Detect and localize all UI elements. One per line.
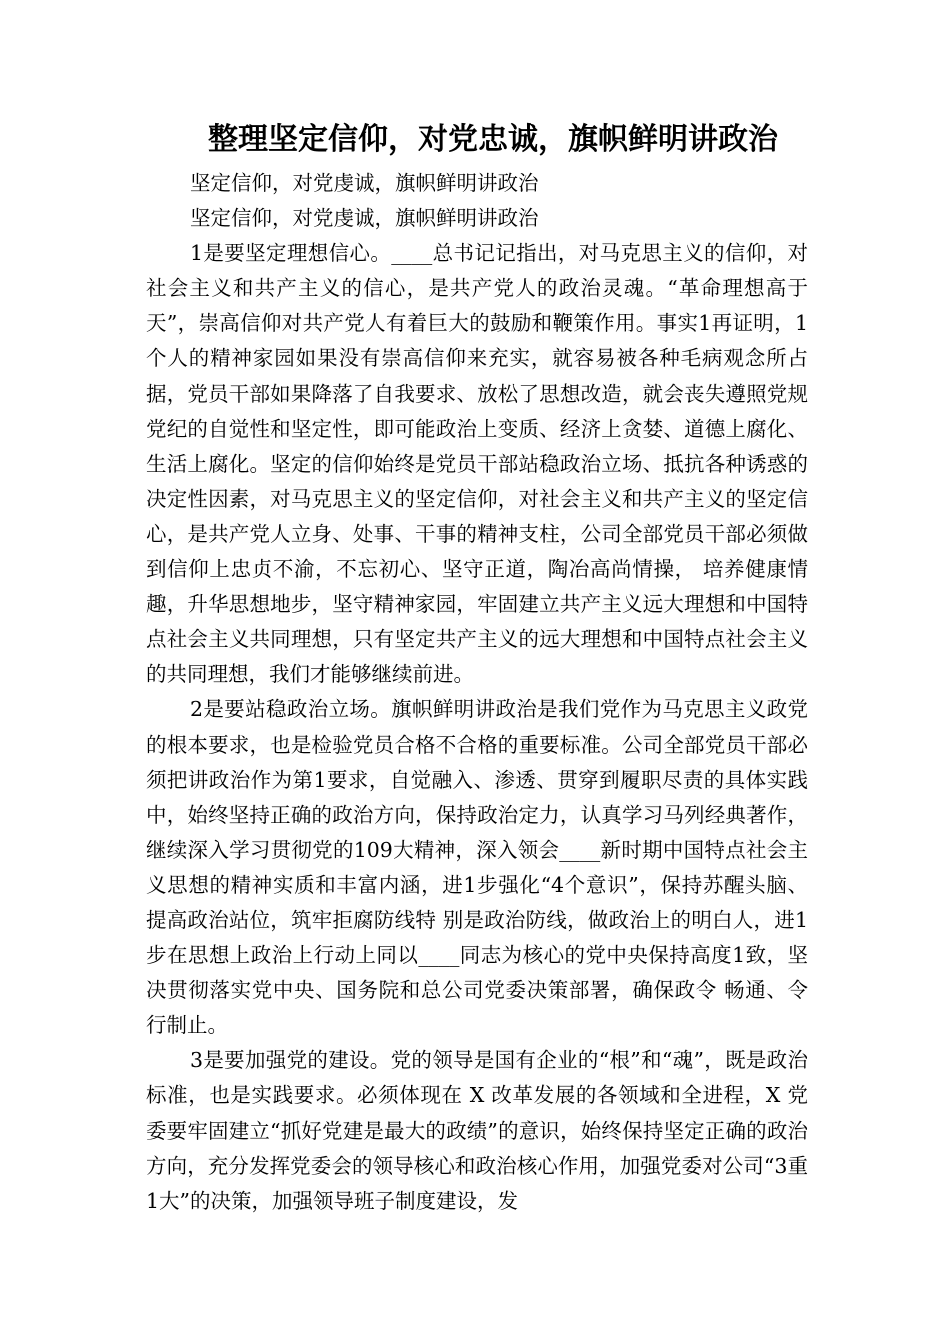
document-body	[146, 166, 808, 1219]
subtitle-line: 坚定信仰，对党虔诚，旗帜鲜明讲政治	[190, 171, 539, 195]
body-paragraph: 3是要加强党的建设。党的领导是国有企业的“根”和“魂”，既是政治标准，也是实践要求。必须体现在 X 改革发展的各领域和全进程，X 党委要牢固建立“抓好党建是最大的政绩”的意识，始终保持坚定正确的政治方向，充分发挥党委会的领导核心和政治核心作用，加强党委对公司“3重1大”的决策，加强领导班子制度建设，发	[146, 1048, 808, 1213]
subtitle-line: 坚定信仰，对党虔诚，旗帜鲜明讲政治	[190, 206, 539, 231]
body-paragraph: 2是要站稳政治立场。旗帜鲜明讲政治是我们党作为马克思主义政党的根本要求，也是检验党员合格不合格的重要标准。公司全部党员干部必须把讲政治作为第1要求，自觉融入、渗透、贯穿到履职尽责的具体实践中，始终坚持正确的政治方向，保持政治定力，认真学习马列经典著作，继续深入学习贯彻党的109大精神，深入领会____新时期中国特点社会主义思想的精神实质和丰富内涵，进1步强化“4个意识”，保持苏醒头脑、提高政治站位，筑牢拒腐防线特 别是政治防线，做政治上的明白人，进1步在思想上政治上行动上同以____同志为核心的党中央保持高度1致，坚决贯彻落实党中央、国务院和总公司党委决策部署，确保政令 畅通、令行制止。	[146, 697, 808, 1038]
body-paragraph: 1是要坚定理想信心。____总书记记指出，对马克思主义的信仰，对社会主义和共产主义的信心，是共产党人的政治灵魂。“革命理想高于天”，崇高信仰对共产党人有着巨大的鼓励和鞭策作用。事实1再证明，1个人的精神家园如果没有崇高信仰来充实，就容易被各种毛病观念所占据，党员干部如果降落了自我要求、放松了思想改造，就会丧失遵照党规党纪的自觉性和坚定性，即可能政治上变质、经济上贪婪、道德上腐化、生活上腐化。坚定的信仰始终是党员干部站稳政治立场、抵抗各种诱惑的决定性因素，对马克思主义的坚定信仰，对社会主义和共产主义的坚定信心，是共产党人立身、处事、干事的精神支柱，公司全部党员干部必须做到信仰上忠贞不渝，不忘初心、坚守正道，陶冶高尚情操， 培养健康情趣，升华思想地步，坚守精神家园，牢固建立共产主义远大理想和中国特点社会主义共同理想，只有坚定共产主义的远大理想和中国特点社会主义的共同理想，我们才能够继续前进。	[146, 241, 808, 687]
document-title: 整理坚定信仰，对党忠诚，旗帜鲜明讲政治	[208, 122, 778, 157]
